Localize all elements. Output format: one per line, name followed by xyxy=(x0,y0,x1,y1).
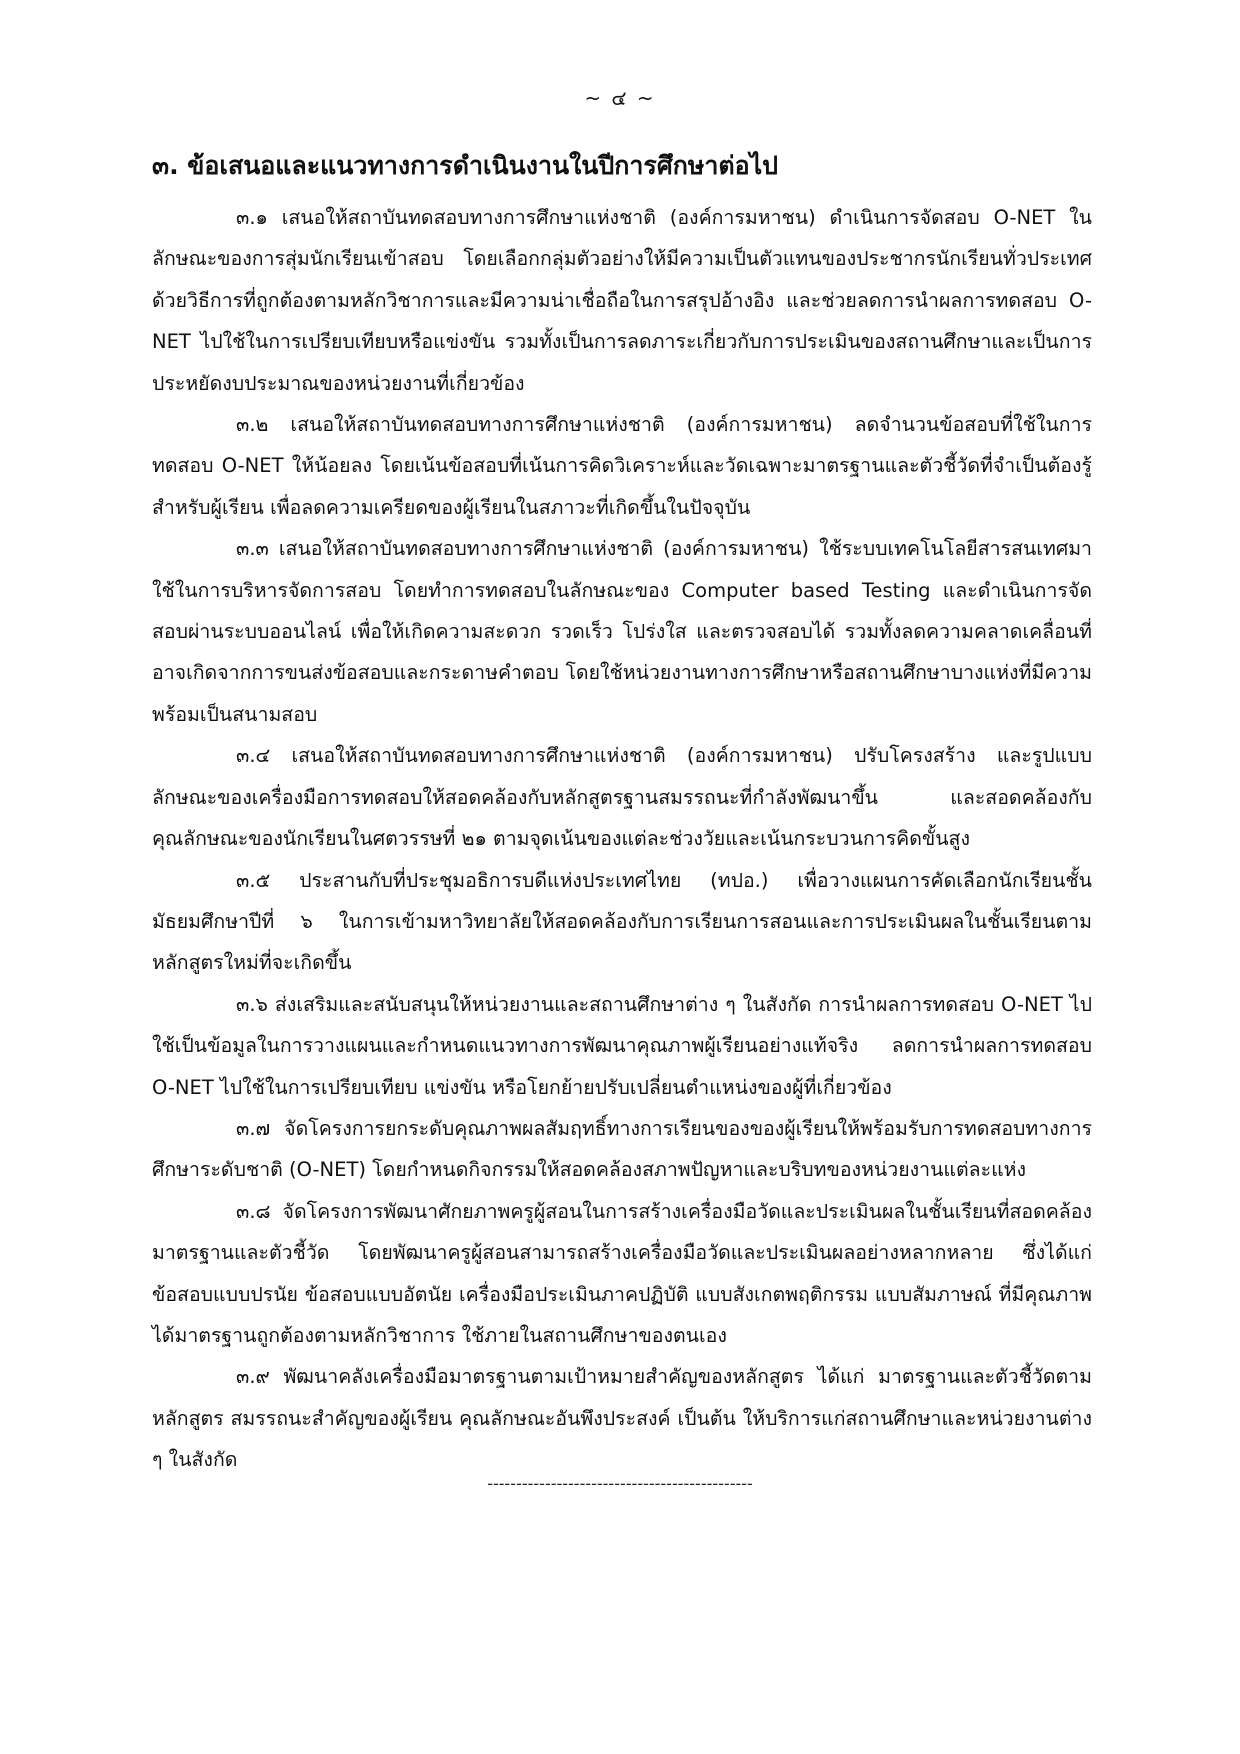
end-of-section-rule: ---------------------------------------------- xyxy=(487,1474,753,1493)
paragraph-3-2: ๓.๒ เสนอให้สถาบันทดสอบทางการศึกษาแห่งชาติ (องค์การมหาชน) ลดจำนวนข้อสอบที่ใช้ในการทดสอบ O-NET ให้น้อยลง โดยเน้นข้อสอบที่เน้นการคิดวิเคราะห์และวัดเฉพาะมาตรฐานและตัวชี้วัดที่จำเป็นต้องรู้สำหรับผู้เรียน เพื่อลดความเครียดของผู้เรียนในสภาวะที่เกิดขึ้นในปัจจุบัน xyxy=(152,413,1092,519)
paragraph-3-7: ๓.๗ จัดโครงการยกระดับคุณภาพผลสัมฤทธิ์ทางการเรียนของของผู้เรียนให้พร้อมรับการทดสอบทางการศึกษาระดับชาติ (O-NET) โดยกำหนดกิจกรรมให้สอดคล้องสภาพปัญหาและบริบทของหน่วยงานแต่ละแห่ง xyxy=(152,1116,1092,1182)
paragraph-3-8: ๓.๘ จัดโครงการพัฒนาศักยภาพครูผู้สอนในการสร้างเครื่องมือวัดและประเมินผลในชั้นเรียนที่สอดคล้องมาตรฐานและตัวชี้วัด โดยพัฒนาครูผู้สอนสามารถสร้างเครื่องมือวัดและประเมินผลอย่างหลากหลาย ซึ่งได้แก่ ข้อสอบแบบปรนัย ข้อสอบแบบอัตนัย เครื่องมือประเมินภาคปฏิบัติ แบบสังเกตพฤติกรรม แบบสัมภาษณ์ ที่มีคุณภาพได้มาตรฐานถูกต้องตามหลักวิชาการ ใช้ภายในสถานศึกษาของตนเอง xyxy=(152,1199,1092,1347)
section-heading: ๓. ข้อเสนอและแนวทางการดำเนินงานในปีการศึกษาต่อไป xyxy=(152,151,779,180)
paragraph-3-9: ๓.๙ พัฒนาคลังเครื่องมือมาตรฐานตามเป้าหมายสำคัญของหลักสูตร ได้แก่ มาตรฐานและตัวชี้วัดตามหลักสูตร สมรรถนะสำคัญของผู้เรียน คุณลักษณะอันพึงประสงค์ เป็นต้น ให้บริการแก่สถานศึกษาและหน่วยงานต่าง ๆ ในสังกัด xyxy=(152,1365,1092,1472)
paragraph-3-5: ๓.๕ ประสานกับที่ประชุมอธิการบดีแห่งประเทศไทย (ทปอ.) เพื่อวางแผนการคัดเลือกนักเรียนชั้นมัธยมศึกษาปีที่ ๖ ในการเข้ามหาวิทยาลัยให้สอดคล้องกับการเรียนการสอนและการประเมินผลในชั้นเรียนตามหลักสูตรใหม่ที่จะเกิดขึ้น xyxy=(152,868,1092,975)
paragraph-3-3: ๓.๓ เสนอให้สถาบันทดสอบทางการศึกษาแห่งชาติ (องค์การมหาชน) ใช้ระบบเทคโนโลยีสารสนเทศมาใช้ในการบริหารจัดการสอบ โดยทำการทดสอบในลักษณะของ Computer based Testing และดำเนินการจัดสอบผ่านระบบออนไลน์ เพื่อให้เกิดความสะดวก รวดเร็ว โปร่งใส และตรวจสอบได้ รวมทั้งลดความคลาดเคลื่อนที่อาจเกิดจากการขนส่งข้อสอบและกระดาษคำตอบ โดยใช้หน่วยงานทางการศึกษาหรือสถานศึกษาบางแห่งที่มีความพร้อมเป็นสนามสอบ xyxy=(152,537,1092,726)
paragraph-3-1: ๓.๑ เสนอให้สถาบันทดสอบทางการศึกษาแห่งชาติ (องค์การมหาชน) ดำเนินการจัดสอบ O-NET ในลักษณะของการสุ่มนักเรียนเข้าสอบ โดยเลือกกลุ่มตัวอย่างให้มีความเป็นตัวแทนของประชากรนักเรียนทั่วประเทศ ด้วยวิธีการที่ถูกต้องตามหลักวิชาการและมีความน่าเชื่อถือในการสรุปอ้างอิง และช่วยลดการนำผลการทดสอบ O-NET ไปใช้ในการเปรียบเทียบหรือแข่งขัน รวมทั้งเป็นการลดภาระเกี่ยวกับการประเมินของสถานศึกษาและเป็นการประหยัดงบประมาณของหน่วยงานที่เกี่ยวข้อง xyxy=(152,206,1092,395)
paragraph-3-6: ๓.๖ ส่งเสริมและสนับสนุนให้หน่วยงานและสถานศึกษาต่าง ๆ ในสังกัด การนำผลการทดสอบ O-NET ไปใช้เป็นข้อมูลในการวางแผนและกำหนดแนวทางการพัฒนาคุณภาพผู้เรียนอย่างแท้จริง ลดการนำผลการทดสอบ O-NET ไปใช้ในการเปรียบเทียบ แข่งขัน หรือโยกย้ายปรับเปลี่ยนตำแหน่งของผู้ที่เกี่ยวข้อง xyxy=(152,992,1092,1099)
paragraph-3-4: ๓.๔ เสนอให้สถาบันทดสอบทางการศึกษาแห่งชาติ (องค์การมหาชน) ปรับโครงสร้าง และรูปแบบลักษณะของเครื่องมือการทดสอบให้สอดคล้องกับหลักสูตรฐานสมรรถนะที่กำลังพัฒนาขึ้น และสอดคล้องกับคุณลักษณะของนักเรียนในศตวรรษที่ ๒๑ ตามจุดเน้นของแต่ละช่วงวัยและเน้นกระบวนการคิดขั้นสูง xyxy=(152,744,1092,851)
section-body xyxy=(152,197,1092,1481)
page-number: ~ ๔ ~ xyxy=(584,86,656,110)
